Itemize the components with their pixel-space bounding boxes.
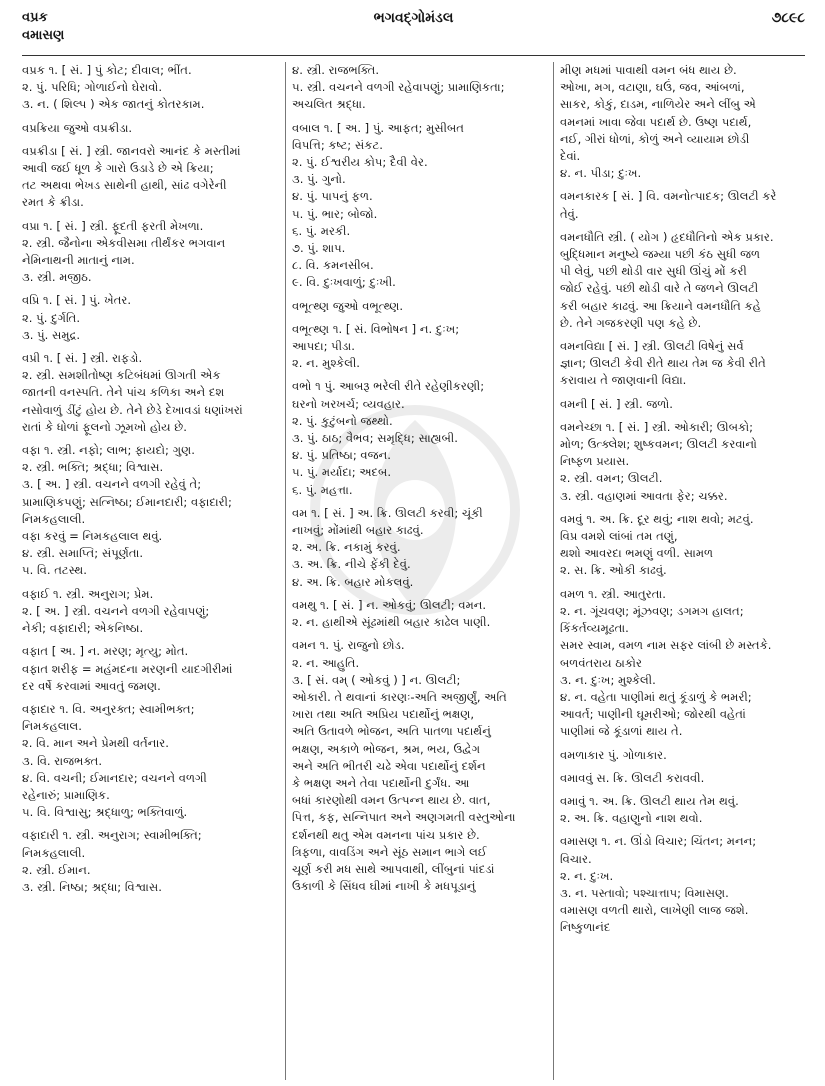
entry-line: જ્ઞાન; ઊલટી કેવી રીતે થાય તેમ જ કેવી રીતે [560,356,766,371]
entry-line: ૨. પું. દુર્ગતિ. [22,310,81,325]
entry-line: ૪. ન. વહેતા પાણીમાં થતું કૂંડાળું કે ભમરી; [560,689,752,704]
entry-first-line: વમાવવું સ. ક્રિ. ઊલટી કરાવવી. [560,770,705,785]
entry-line: કરાવાય તે જાણવાની વિદ્યા. [560,373,687,388]
header-rule [22,55,805,56]
entry-line: જોઈ રહેવું. પછી થોડી વારે તે જળને ઊલટી [560,281,759,296]
dictionary-entry [22,143,278,212]
entry-line: ૩. પું. ઠાઠ; વૈભવ; સમૃદ્ધિ; સાહ્યબી. [292,431,458,446]
entry-line: ઓકારી. તે થવાનાં કારણઃ-અતિ અજીર્ણું, અતિ [292,689,507,704]
entry-line: છે. તેને ગજકરણી પણ કહે છે. [560,315,702,330]
entry-first-line: વફા ૧. સ્ત્રી. નફો; લાભ; ફાયદો; ગુણ. [22,443,195,458]
dictionary-entry [560,188,808,222]
entry-line: ૩. ન. દુઃખ; મુશ્કેલી. [560,672,656,687]
entry-line: અને અતિ ભીતરી ચઢે એવા પદાર્થોનું દર્શન [292,758,486,773]
entry-line: ૨. સ્ત્રી. વમન; ઊલટી. [560,471,663,486]
entry-line: ભક્ષણ, અકાળે ભોજન, શ્રમ, ભય, ઉદ્વેગ [292,741,481,756]
entry-line: સમર સ્વામ, વમળ નામ સફર લાંબી છે મસ્તકે. [560,638,772,653]
entry-line: ૨. સ્ત્રી. ઈમાન. [22,862,91,877]
entry-line: ખારા તથા અતિ અપ્રિય પદાર્થોનું ભક્ષણ, [292,707,475,722]
entry-line: બુદ્ધિમાન મનુષ્યે જમ્યા પછી કંઠ સુધી જળ [560,247,761,262]
entry-line: ૮. વિ. કમનસીબ. [292,258,374,273]
dictionary-entry [560,229,808,332]
entry-line: થશો આવરદા ભમણું વળી. સામળ [560,546,714,561]
entry-line: ૨. વિ. માન અને પ્રેમથી વર્તનાર. [22,736,169,751]
entry-line: ૩. સ્ત્રી. વહાણમાં આવતા ફેર; ચક્કર. [560,488,728,503]
entry-line: મોળ; ઉત્ક્લેશ; શુષ્કવમન; ઊલટી કરવાનો [560,437,757,452]
entry-line: નિષ્કુળાનંદ [560,920,611,935]
entry-line: દર વર્ષે કરવામાં આવતું જમણ. [22,678,161,693]
column-3 [560,62,808,1080]
entry-line: ૨. ન. દુઃખ. [560,868,614,883]
entry-first-line: વપ્રી ૧. [ સં. ] સ્ત્રી. રાફડો. [22,351,143,366]
entry-first-line: વપ્રક્રિયા જુઓ વપ્રક્રીડા. [22,120,133,135]
entry-line: ત્રિફળા, વાવડિંગ અને સૂંઠ સમાન ભાગે લઈ [292,844,487,859]
entry-first-line: વમ ૧. [ સં. ] અ. ક્રિ. ઊલટી કરવી; ચૂંકી [292,505,483,520]
dictionary-entry [22,292,278,344]
entry-line: ૪. અ. ક્રિ. બહાર મોકલવું. [292,574,414,589]
entry-line: પી લેવું, પછી થોડી વાર સુધી ઊંચું મોં કરી [560,264,747,279]
entry-line: ૨. [ અ. ] સ્ત્રી. વચનને વળગી રહેવાપણું; [22,603,210,618]
dictionary-entry [22,120,278,137]
entry-line: નિમકહલાલ. [22,719,82,734]
page-header [22,10,805,43]
entry-line: આવી જઈ ધૂળ કે ગારો ઉડાડે છે એ ક્રિયા; [22,161,214,176]
entry-line: ૬. પું. મરકી. [292,223,351,238]
entry-line: વિપ્ર વમશે લાંબાં તમ તણું, [560,529,678,544]
entry-first-line: વમન ૧. પું. રાજુનો છોડ. [292,638,405,653]
entry-line: ૨. ન. આહુતિ. [292,655,360,670]
page-number: ૭૮૯૮ [771,10,805,26]
entry-line: ૨. અ. ક્રિ. નકામું કરવું. [292,540,401,555]
entry-line: અચલિત શ્રદ્ધા. [292,97,366,112]
entry-first-line: વપ્રક ૧. [ સં. ] પું કોટ; દીવાલ; ભીંત. [22,63,192,77]
entry-first-line: વભૂત્થ્ણ ૧. [ સં. વિભોષન ] ન. દુઃખ; [292,321,460,336]
entry-first-line: વપ્રા ૧. [ સં. ] સ્ત્રી. ફૂદતી ફરતી મેખળા. [22,218,204,233]
entry-line: બધાં કારણોથી વમન ઉત્પન્ન થાય છે. વાત, [292,793,491,808]
entry-first-line: ૪. સ્ત્રી. રાજભક્તિ. [292,63,380,77]
entry-first-line: વમથુ ૧. [ સં. ] ન. ઓકવું; ઊલટી; વમન. [292,597,487,612]
entry-line: વિચાર. [560,851,592,866]
entry-first-line: વમાસણ ૧. ન. ઊંડો વિચાર; ચિંતન; મનન; [560,834,757,849]
entry-first-line: વફાદારી ૧. સ્ત્રી. અનુરાગ; સ્વામીભક્તિ; [22,828,202,843]
entry-line: ૩. સ્ત્રી. નિષ્ઠા; શ્રદ્ધા; વિશ્વાસ. [22,879,162,894]
dictionary-entry [292,62,548,114]
dictionary-entry [292,298,548,315]
entry-line: ૩. પું. સમુદ્ર. [22,327,81,342]
entry-line: ૪. પું. પ્રતિષ્ઠા; વજન. [292,448,391,463]
entry-line: નિમકહલાલી. [22,845,86,860]
entry-line: ચૂર્ણ કરી મધ સાથે આપવાથી, લીંબુનાં પાંદડાં [292,861,495,876]
dictionary-entry [292,505,548,591]
entry-line: ૨. પું. કુટુંબનો જથ્થો. [292,413,393,428]
column-1 [22,62,278,1080]
entry-line: ૨. ન. મુશ્કેલી. [292,356,360,371]
dictionary-entry [22,442,278,580]
entry-line: ૭. પું. શાપ. [292,241,346,256]
entry-line: નાખવું; મોંમાંથી બહાર કાઢવું. [292,523,424,538]
entry-line: નસોવાળું ડીંટું હોય છે. તેને છેડે દેખાવડાં ધણાંખરાં [22,402,243,417]
entry-line: ૨. સ્ત્રી. જૈનોના એકવીસમા તીર્થંકર ભગવાન [22,235,226,250]
entry-first-line: વભો ૧ પું. આબરૂ ભરેલી રીતે રહેણીકરણી; [292,379,485,394]
entry-line: ૯. વિ. દુઃખવાળું; દુઃખી. [292,275,396,290]
entry-line: ૩. ન. પસ્તાવો; પશ્ચાત્તાપ; વિમાસણ. [560,885,729,900]
entry-line: ૪. સ્ત્રી. સમાપ્તિ; સંપૂર્ણતા. [22,546,144,561]
entry-line: આવર્ત; પાણીની ઘૂમરીઓ; જોરથી વહેતાં [560,707,746,722]
dictionary-entry [292,321,548,373]
entry-line: ૩. ન. ( શિલ્પ ) એક જાતનું કોતરકામ. [22,97,205,112]
entry-line: ૫. પું. ભાર; બોજો. [292,206,378,221]
entry-line: ૨. અ. ક્રિ. વહાણુનો નાશ થવો. [560,811,703,826]
dictionary-entry [560,338,808,390]
entry-line: ૪. ન. પીડા; દુઃખ. [560,166,642,181]
entry-line: વફા કરવું = નિમકહલાલ થવું. [22,529,163,544]
entry-line: દર્શનથી થતુ એમ વમનના પાંચ પ્રકાર છે. [292,827,480,842]
entry-line: સાકર, કોકું, દાડમ, નાળિયેર અને લીંબુ એ [560,97,756,112]
dictionary-entry [560,586,808,741]
entry-line: ૩. વિ. રાજભક્ત. [22,753,103,768]
entry-line: કરી બહાર કાઢવું. આ ક્રિયાને વમનધૌતિ કહે [560,298,761,313]
entry-first-line: વમળાકાર પું. ગોળાકાર. [560,747,667,762]
entry-line: ૪. પું. પાપનું ફળ. [292,189,373,204]
dictionary-entry [22,350,278,436]
dictionary-entry [292,597,548,631]
dictionary-entry [22,218,278,287]
dictionary-entry [22,701,278,821]
dictionary-entry [560,419,808,505]
entry-line: વિપત્તિ; કષ્ટ; સંકટ. [292,137,383,152]
column-divider-1 [285,62,286,1080]
column-2 [292,62,548,1080]
entry-line: ઓખા, મગ, વટાણા, ઘઉં, જવ, આંબળાં, [560,80,745,95]
entry-first-line: વમાવું ૧. અ. ક્રિ. ઊલટી થાય તેમ થવું. [560,793,739,808]
entry-first-line: વપ્રિ ૧. [ સં. ] પું. ખેતર. [22,293,132,308]
entry-line: ઉકાળી કે સિંધવ ઘીમાં નાખી કે મધપૂડાનું [292,879,476,894]
entry-line: નિમકહલાલી. [22,511,86,526]
dictionary-entry [22,62,278,114]
dictionary-entry [560,62,808,182]
entry-line: અતિ ઉતાવળે ભોજન, અતિ પાતળા પદાર્થનું [292,724,491,739]
entry-first-line: વમનકારક [ સં. ] વિ. વમનોત્પાદક; ઊલટી કરે [560,189,777,204]
entry-line: ૫. પું. મર્યાદા; અદબ. [292,465,392,480]
dictionary-entry [560,747,808,764]
entry-line: ઘરનો ખરખર્ચ; વ્યવહાર. [292,396,405,411]
entry-line: દેવાં. [560,149,581,164]
entry-first-line: વમની [ સં. ] સ્ત્રી. જળો. [560,396,673,411]
dictionary-entry [560,793,808,827]
entry-first-line: વમળ ૧. સ્ત્રી. આતુરતા. [560,586,666,601]
entry-line: વમનમાં ખાવા જેવા પદાર્થ છે. ઉષ્ણ પદાર્થ, [560,114,752,129]
entry-first-line: વમનેચ્છા ૧. [ સં. ] સ્ત્રી. ઓકારી; ઊબકો; [560,419,754,434]
dictionary-entry [22,643,278,695]
entry-line: પ્રામાણિકપણું; સત્નિષ્ઠા; ઈમાનદારી; વફાદારી; [22,494,232,509]
entry-first-line: વભૂત્થ્ણ જુઓ વભૂત્થ્ણ. [292,298,404,313]
entry-first-line: વફાઈ ૧. સ્ત્રી. અનુરાગ; પ્રેમ. [22,586,154,601]
entry-line: ૨. પું. ઈશ્વરીય કોપ; દૈવી વેર. [292,155,428,170]
entry-line: પાણીમાં જે કૂંડાળાં થાય તે. [560,724,683,739]
entry-line: ૨. પું. પરિધિ; ગોળાઈનો ઘેરાવો. [22,80,163,95]
entry-line: ૩. સ્ત્રી. મજીઠ. [22,270,92,285]
entry-line: ૩. [ અ. ] સ્ત્રી. વચનને વળગી રહેવું તે; [22,477,202,492]
entry-line: રહેનારું; પ્રામાણિક. [22,787,110,802]
entry-line: કિંકર્તવ્યમૂઢતા. [560,621,629,636]
entry-line: નેકી; વફાદારી; એકનિષ્ઠા. [22,621,144,636]
entry-line: નઈ, ગીરાં ધોળાં, કોળું અને વ્યાયામ છોડી [560,131,750,146]
entry-line: ૩. [ સં. વમ્ ( ઓકવું ) ] ન. ઊલટી; [292,672,461,687]
dictionary-entry [560,833,808,936]
dictionary-entry [22,827,278,896]
entry-line: જાતની વનસ્પતિ. તેને પાંચ કળિકા અને દશ [22,385,225,400]
entry-line: પિત્ત, કફ, સન્નિપાત અને અણગમતી વસ્તુઓના [292,810,516,825]
entry-line: ૫. વિ. વિશ્વાસુ; શ્રદ્ધાળુ; ભક્તિવાળું. [22,805,188,820]
entry-line: ૪. વિ. વચની; ઈમાનદાર; વચનને વળગી [22,770,207,785]
entry-first-line: વફાદાર ૧. વિ. અનુરક્ત; સ્વામીભક્ત; [22,701,195,716]
dictionary-entry [560,511,808,580]
entry-line: ૨. સ. ક્રિ. ઓકી કાઢવું. [560,563,667,578]
entry-line: તટ અથવા ભેખડ સાથેની હાથી, સાંઢ વગેરેની [22,178,227,193]
first-guide-word: વપ્રક [22,10,48,25]
entry-first-line: મીણ મધમાં પાવાથી વમન બંધ થાય છે. [560,63,737,77]
entry-line: ૩. અ. ક્રિ. નીચે ફેંકી દેવું. [292,557,411,572]
entry-line: ૫. વિ. તટસ્થ. [22,563,87,578]
entry-line: રાતાં કે ધોળાં ફૂલનો ઝૂમખો હોય છે. [22,419,187,434]
dictionary-entry [22,586,278,638]
column-divider-2 [553,62,554,1080]
book-title: ભગવદ્ગોમંડલ [373,10,454,26]
dictionary-entry [292,378,548,498]
entry-line: ૨. ન. હાથીએ સૂંઢમાંથી બહાર કાઢેલ પાણી. [292,615,491,630]
entry-first-line: વફાત [ અ. ] ન. મરણ; મૃત્યુ; મોત. [22,644,189,659]
entry-line: આપદા; પીડા. [292,339,355,354]
entry-line: ૬. પું. મહત્તા. [292,482,353,497]
dictionary-entry [560,396,808,413]
entry-line: કે ભક્ષણ અને તેવા પદાર્થોની દુર્ગંધ. આ [292,775,470,790]
dictionary-entry [292,637,548,895]
entry-line: રમત કે ક્રીડા. [22,195,84,210]
entry-first-line: વમનવિદ્યા [ સં. ] સ્ત્રી. ઊલટી વિષેનું સર્વ [560,339,744,354]
entry-line: તેવું. [560,206,579,221]
dictionary-entry [292,120,548,292]
entry-first-line: વબાલ ૧. [ અ. ] પું. આફત; મુસીબત [292,120,464,135]
entry-first-line: વપ્રક્રીડા [ સં. ] સ્ત્રી. જાનવરો આનંદ કે મસ્તીમાં [22,143,241,158]
last-guide-word: વમાસણ [22,28,65,43]
entry-line: વફાત શરીફ = મહંમદના મરણની યાદગીરીમાં [22,661,233,676]
entry-line: ૨. ન. ગૂંચવણ; મૂંઝવણ; ડગમગ હાલત; [560,603,744,618]
entry-line: ૨. સ્ત્રી. સમશીતોષ્ણ કટિબંધમાં ઊગતી એક [22,368,221,383]
entry-line: ૩. પું. ગુનો. [292,172,346,187]
entry-line: નેમિનાથની માતાનું નામ. [22,253,135,268]
dictionary-entry [560,770,808,787]
entry-line: નિષ્ફળ પ્રયાસ. [560,454,630,469]
entry-line: ૨. સ્ત્રી. ભક્તિ; શ્રદ્ધા; વિશ્વાસ. [22,460,164,475]
entry-first-line: વમનધૌતિ સ્ત્રી. ( યોગ ) હૃદધૌતિનો એક પ્રકાર. [560,229,774,244]
entry-first-line: વમવું ૧. અ. ક્રિ. દૂર થવું; નાશ થવો; મટવું. [560,511,754,526]
entry-line: બળવંતરાય ઠાકોર [560,655,642,670]
entry-line: વમાસણ વળતી થારો, લાખેણી લાજ જશે. [560,903,749,918]
entry-line: ૫. સ્ત્રી. વચનને વળગી રહેવાપણું; પ્રામાણિકતા; [292,80,505,95]
